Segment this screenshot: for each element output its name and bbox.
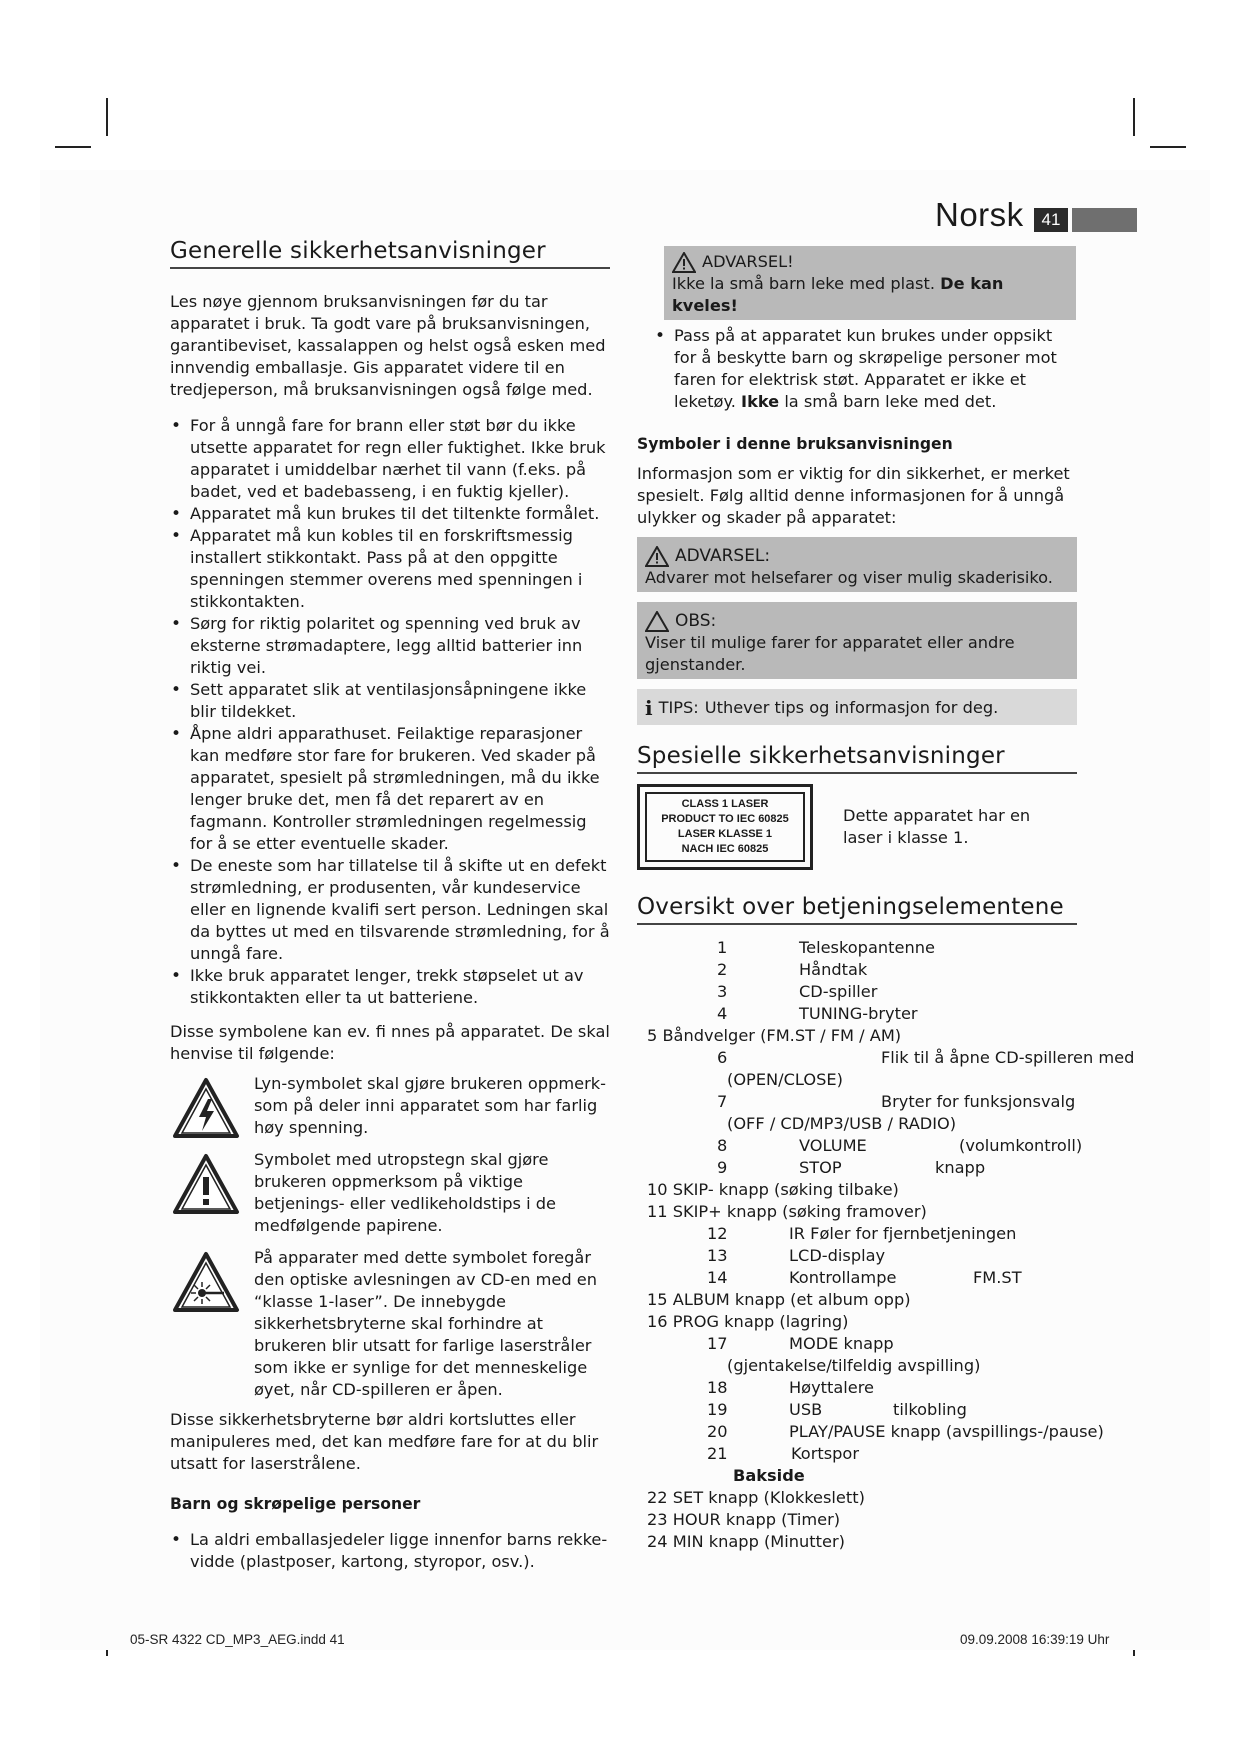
overview-cell: LCD-display	[789, 1246, 886, 1265]
symbol-text: Lyn-symbolet skal gjøre brukeren oppmerksom på deler inni apparatet som har farlig høy spenning.	[254, 1074, 606, 1137]
overview-cell: TUNING-bryter	[799, 1004, 918, 1023]
laser-label-line: LASER KLASSE 1	[677, 828, 773, 840]
overview-cell: 1	[717, 938, 728, 957]
list-item: • Sørg for riktig polaritet og spenning ved bruk av eksterne strømadaptere, legg alltid batterier inn riktig vei.	[170, 613, 610, 679]
safety-bullet-list	[170, 415, 610, 1009]
warning-text: Ikke la små barn leke med plast.	[672, 274, 935, 293]
info-icon: i	[645, 696, 653, 720]
children-subtitle: Barn og skrøpelige personer	[170, 1495, 421, 1513]
overview-row	[637, 1289, 1077, 1311]
right-column	[637, 246, 1135, 1553]
list-item: • Apparatet må kun kobles til en forskriftsmessig installert stikkontakt. Pass på at den oppgitte spenningen stemmer overens med spenningen i stikkontakten.	[170, 525, 610, 613]
obs-box	[637, 602, 1077, 679]
overview-cell: 7	[717, 1092, 728, 1111]
overview-cell: tilkobling	[893, 1400, 967, 1419]
overview-row	[637, 1135, 1083, 1157]
overview-cell: 15 ALBUM knapp (et album opp)	[647, 1290, 911, 1309]
overview-cell: STOP	[799, 1158, 842, 1177]
overview-row	[637, 1003, 1077, 1025]
overview-row	[637, 937, 1077, 959]
section-title-overview: Oversikt over betjeningselementene	[637, 896, 1077, 925]
advarsel-title: ADVARSEL:	[675, 546, 771, 566]
laser-warning-icon	[170, 1247, 242, 1401]
warning-box-top	[664, 246, 1076, 320]
overview-row	[637, 1421, 1104, 1443]
laser-label-line: CLASS 1 LASER	[681, 798, 769, 810]
warning-title: ADVARSEL!	[702, 252, 794, 271]
overview-cell: Høyttalere	[789, 1378, 874, 1397]
overview-cell: Teleskopantenne	[799, 938, 935, 957]
bullet-text: Pass på at apparatet kun brukes under oppsikt for å beskytte barn og skrøpelige personer mot faren for elektrisk støt. Apparatet er ikke et leketøy.	[674, 326, 1057, 411]
overview-row	[637, 1047, 1135, 1069]
warning-triangle-icon	[672, 252, 696, 273]
overview-cell: MODE knapp	[789, 1334, 894, 1353]
exclamation-warning-icon	[170, 1149, 242, 1237]
overview-cell: 22 SET knapp (Klokkeslett)	[647, 1488, 865, 1507]
overview-row	[637, 1091, 1077, 1113]
overview-row	[637, 1509, 1077, 1531]
laser-text: Dette apparatet har en laser i klasse 1.	[843, 806, 1031, 847]
symbols-explanation: Informasjon som er viktig for din sikkerhet, er merket spesielt. Følg alltid denne informasjonen for å unngå ulykker og skader på apparatet:	[637, 464, 1070, 527]
overview-cell: 24 MIN knapp (Minutter)	[647, 1532, 845, 1551]
overview-cell: Kortspor	[791, 1444, 859, 1463]
overview-cell: 4	[717, 1004, 728, 1023]
switch-note: Disse sikkerhetsbryterne bør aldri kortsluttes eller manipuleres med, det kan medføre fare for at du blir utsatt for laserstrålene.	[170, 1410, 599, 1473]
overview-cell: 17	[707, 1334, 728, 1353]
crop-mark	[1133, 98, 1135, 136]
list-item: • For å unngå fare for brann eller støt bør du ikke utsette apparatet for regn eller fuktighet. Ikke bruk apparatet i umiddelbar nærhet til vann (f.eks. på badet, ved et badebasseng, i en fuktig kjeller).	[170, 415, 610, 503]
overview-cell: 10 SKIP- knapp (søking tilbake)	[647, 1180, 899, 1199]
overview-cell: Kontrollampe	[789, 1268, 897, 1287]
bullet-tail: la små barn leke med det.	[784, 392, 997, 411]
crop-mark	[1150, 146, 1186, 148]
footer-datetime: 09.09.2008 16:39:19 Uhr	[960, 1632, 1110, 1647]
overview-row	[637, 1157, 1077, 1179]
overview-row	[637, 1487, 1077, 1509]
overview-cell: 13	[707, 1246, 728, 1265]
laser-class-label	[637, 784, 813, 870]
overview-cell: Bryter for funksjonsvalg	[881, 1092, 1076, 1111]
overview-cell: 16 PROG knapp (lagring)	[647, 1312, 849, 1331]
children-bullet-list	[170, 1529, 610, 1573]
tips-title: TIPS:	[658, 698, 699, 717]
left-column	[170, 240, 610, 1573]
overview-cell: (OFF / CD/MP3/USB / RADIO)	[727, 1114, 957, 1133]
overview-cell: (volumkontroll)	[959, 1136, 1083, 1155]
laser-info-row	[637, 784, 1077, 870]
overview-row	[637, 1069, 1077, 1091]
overview-cell: 21	[707, 1444, 728, 1463]
overview-cell: 5 Båndvelger (FM.ST / FM / AM)	[647, 1026, 902, 1045]
overview-row	[637, 1531, 1077, 1553]
advarsel-text: Advarer mot helsefarer og viser mulig skaderisiko.	[645, 568, 1053, 587]
overview-row	[637, 1311, 1077, 1333]
crop-mark	[106, 98, 108, 136]
overview-cell: 12	[707, 1224, 728, 1243]
overview-row	[637, 1465, 1077, 1487]
overview-cell: Bakside	[733, 1466, 805, 1485]
warning-triangle-icon	[645, 546, 669, 567]
footer-filename: 05-SR 4322 CD_MP3_AEG.indd 41	[130, 1632, 345, 1647]
caution-triangle-icon	[645, 611, 669, 632]
lightning-warning-icon	[170, 1073, 242, 1139]
supervision-bullet	[654, 325, 1077, 413]
list-item: • Åpne aldri apparathuset. Feilaktige reparasjoner kan medføre stor fare for brukeren. Ved skader på apparatet, spesielt på strømledningen, må du ikke lenger bruke det, men få det reparert av en fagmann. Kontroller strømledningen regelmessig for å se etter eventuelle skader.	[170, 723, 610, 855]
list-item	[654, 325, 1077, 413]
overview-row	[637, 1113, 1077, 1135]
intro-paragraph: Les nøye gjennom bruksanvisningen før du tar apparatet i bruk. Ta godt vare på bruksanvisningen, garantibeviset, kassalappen og helst også esken med innvendig emballasje. Gis apparatet videre til en tredjeperson, må bruksanvisningen også følge med.	[170, 292, 606, 399]
overview-cell: FM.ST	[973, 1268, 1022, 1287]
symbols-intro: Disse symbolene kan ev. fi nnes på apparatet. De skal henvise til følgende:	[170, 1022, 610, 1063]
overview-cell: 6	[717, 1048, 728, 1067]
overview-cell: 2	[717, 960, 728, 979]
crop-mark	[55, 146, 91, 148]
list-item: • Ikke bruk apparatet lenger, trekk støpselet ut av stikkontakten eller ta ut batteriene.	[170, 965, 610, 1009]
overview-row	[637, 1267, 1077, 1289]
overview-row	[637, 1223, 1077, 1245]
overview-cell: Flik til å åpne CD-spilleren med	[881, 1048, 1135, 1067]
page-number-bar	[1072, 208, 1137, 232]
symbol-text: Symbolet med utropstegn skal gjøre brukeren oppmerksom på viktige betjenings- eller vedlikeholdstips i de medfølgende papirene.	[254, 1150, 556, 1235]
bullet-bold: Ikke	[741, 392, 780, 411]
list-item: • Apparatet må kun brukes til det tiltenkte formålet.	[170, 503, 610, 525]
overview-row	[637, 1245, 1077, 1267]
overview-cell: (OPEN/CLOSE)	[727, 1070, 843, 1089]
overview-cell: CD-spiller	[799, 982, 878, 1001]
overview-row	[637, 1333, 1077, 1355]
language-heading: Norsk	[935, 196, 1024, 233]
controls-overview-list	[637, 937, 1135, 1553]
overview-row	[637, 1399, 1077, 1421]
overview-cell: VOLUME	[799, 1136, 867, 1155]
overview-cell: 18	[707, 1378, 728, 1397]
overview-cell: 8	[717, 1136, 728, 1155]
tips-text: Uthever tips og informasjon for deg.	[704, 698, 999, 717]
page-number: 41	[1034, 208, 1068, 232]
overview-cell: IR Føler for fjernbetjeningen	[789, 1224, 1017, 1243]
list-item: • La aldri emballasjedeler ligge innenfor barns rekkevidde (plastposer, kartong, styropor, osv.).	[170, 1529, 610, 1573]
obs-title: OBS:	[675, 611, 717, 631]
overview-cell: 3	[717, 982, 728, 1001]
overview-row	[637, 1201, 1077, 1223]
tips-box	[637, 689, 1077, 725]
list-item: • De eneste som har tillatelse til å skifte ut en defekt strømledning, er produsenten, vår kundeservice eller en lignende kvalifi sert person. Ledningen skal da byttes ut med en tilsvarende strømledning, for å unngå fare.	[170, 855, 610, 965]
symbol-text: På apparater med dette symbolet foregår den optiske avlesningen av CD-en med en “klasse 1-laser”. De innebygde sikkerhetsbryterne skal forhindre at brukeren blir utsatt for farlige laserstråler som ikke er synlige for det menneskelige øyet, når CD-spilleren er åpen.	[254, 1248, 598, 1399]
laser-label-line: PRODUCT TO IEC 60825	[661, 813, 789, 825]
overview-row	[637, 1443, 1077, 1465]
obs-text: Viser til mulige farer for apparatet eller andre gjenstander.	[645, 633, 1015, 674]
overview-row	[637, 1025, 1077, 1047]
advarsel-box	[637, 537, 1077, 592]
section-title-general-safety: Generelle sikkerhetsanvisninger	[170, 240, 610, 269]
overview-cell: 19	[707, 1400, 728, 1419]
overview-cell: 14	[707, 1268, 728, 1287]
overview-cell: 23 HOUR knapp (Timer)	[647, 1510, 841, 1529]
overview-cell: (gjentakelse/tilfeldig avspilling)	[727, 1356, 981, 1375]
overview-row	[637, 981, 1077, 1003]
symbol-row	[170, 1073, 610, 1139]
overview-cell: knapp	[935, 1158, 986, 1177]
overview-cell: 9	[717, 1158, 728, 1177]
list-item: • Sett apparatet slik at ventilasjonsåpningene ikke blir tildekket.	[170, 679, 610, 723]
overview-cell: 11 SKIP+ knapp (søking framover)	[647, 1202, 927, 1221]
laser-label-line: NACH IEC 60825	[681, 843, 769, 855]
overview-cell: 20	[707, 1422, 728, 1441]
overview-row	[637, 1377, 1077, 1399]
warning-text-bold: De kan kveles!	[672, 274, 1004, 315]
overview-cell: USB	[789, 1400, 823, 1419]
symbols-subtitle: Symboler i denne bruksanvisningen	[637, 435, 953, 453]
symbol-row	[170, 1149, 610, 1237]
section-title-special-safety: Spesielle sikkerhetsanvisninger	[637, 745, 1077, 774]
overview-row	[637, 959, 1077, 981]
overview-row	[637, 1179, 1077, 1201]
overview-row	[637, 1355, 1077, 1377]
overview-cell: Håndtak	[799, 960, 868, 979]
overview-cell: PLAY/PAUSE knapp (avspillings-/pause)	[789, 1422, 1104, 1441]
symbol-row	[170, 1247, 610, 1401]
